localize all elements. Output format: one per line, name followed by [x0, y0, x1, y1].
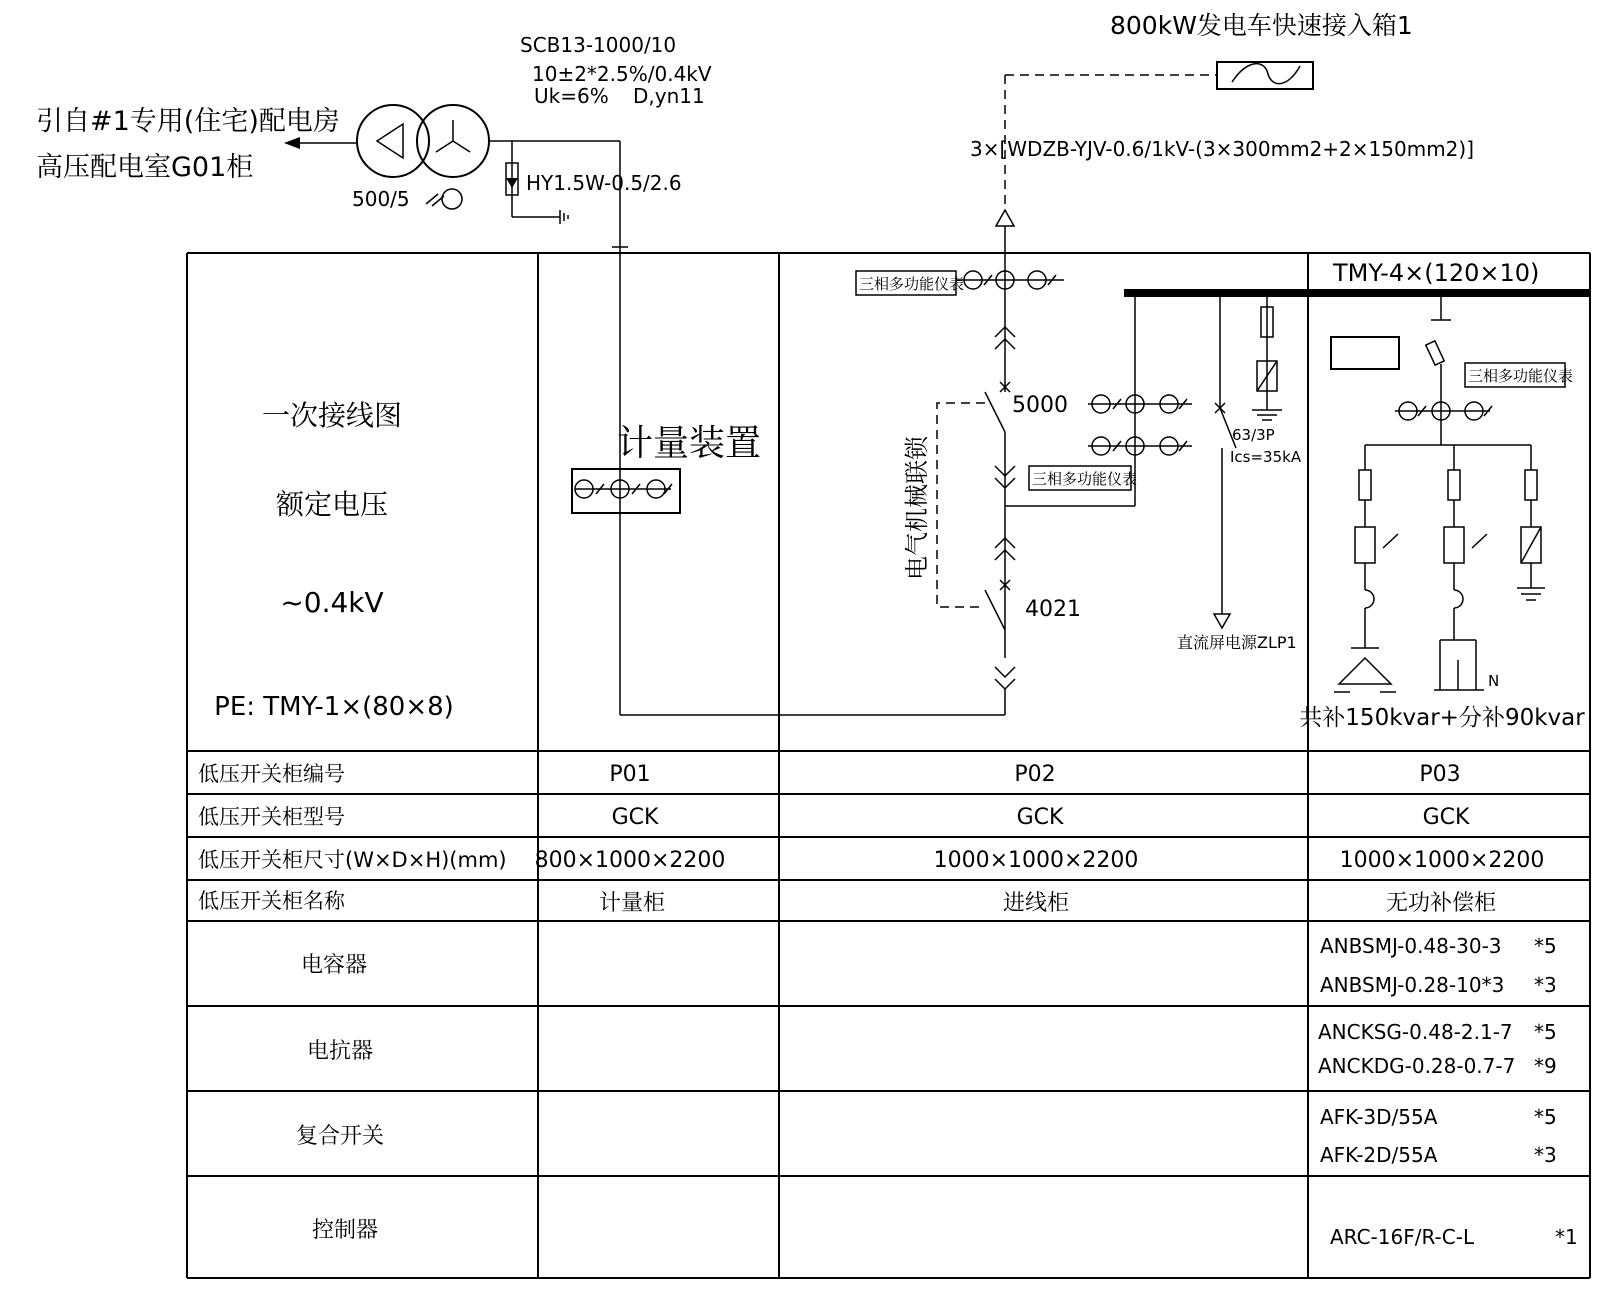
equipment-controller: 控制器 — [311, 1218, 379, 1243]
transformer-primary-icon — [357, 105, 429, 177]
p03-name: 无功补偿柜 — [1385, 891, 1497, 916]
equipment-reactor: 电抗器 — [306, 1039, 374, 1064]
meter-label-p02-mid: 三相多功能仪表 — [1032, 470, 1138, 488]
p01-name: 计量柜 — [598, 891, 666, 916]
busbar-label: TMY-4×(120×10) — [1333, 259, 1540, 287]
capacitor-icon — [1339, 658, 1391, 684]
p02-name: 进线柜 — [1002, 891, 1070, 916]
mcb-rating: 63/3P — [1232, 426, 1275, 444]
metering-box — [572, 469, 680, 513]
inductor-icon — [1365, 590, 1374, 608]
equipment-capacitor: 电容器 — [300, 953, 368, 978]
interlock-label: 电气机械联锁 — [903, 436, 931, 580]
pe-bar: PE: TMY-1×(80×8) — [214, 692, 454, 722]
p01-metering — [572, 423, 1005, 715]
rated-voltage: ~0.4kV — [280, 586, 384, 619]
generator-area — [970, 11, 1474, 253]
left-panel — [214, 399, 454, 722]
knife-switch-icon — [1426, 341, 1444, 365]
row-header-size: 低压开关柜尺寸(W×D×H)(mm) — [198, 848, 507, 872]
breaker1-label: 5000 — [1012, 393, 1068, 418]
connector-triangle-icon — [996, 210, 1014, 226]
p01-model: GCK — [611, 805, 659, 830]
p02-model: GCK — [1016, 805, 1064, 830]
meter-label-p02-top: 三相多功能仪表 — [859, 275, 965, 293]
p02-size: 1000×1000×2200 — [933, 848, 1139, 873]
row-header-name: 低压开关柜名称 — [198, 889, 345, 913]
p01-size: 800×1000×2200 — [534, 848, 726, 873]
controller-model: ARC-16F/R-C-L — [1330, 1225, 1475, 1249]
row-header-model: 低压开关柜型号 — [198, 805, 345, 829]
fuse-icon — [1525, 470, 1537, 500]
source-line2: 高压配电室G01柜 — [36, 152, 254, 183]
p02-id: P02 — [1014, 762, 1056, 787]
p01-id: P01 — [609, 762, 651, 787]
table-info-rows — [198, 762, 1544, 916]
dc-supply-label: 直流屏电源ZLP1 — [1177, 633, 1297, 652]
switch-model-1: AFK-3D/55A — [1320, 1105, 1438, 1129]
reactor-model-2: ANCKDG-0.28-0.7-7 — [1318, 1054, 1516, 1078]
transformer-vector: D,yn11 — [633, 84, 705, 108]
p03-id: P03 — [1419, 762, 1461, 787]
transformer-model: SCB13-1000/10 — [520, 33, 677, 57]
reactor-qty-1: *5 — [1534, 1020, 1557, 1044]
row-header-id: 低压开关柜编号 — [198, 762, 345, 786]
transformer-uk: Uk=6% — [534, 84, 609, 108]
breaker2-label: 4021 — [1025, 597, 1081, 622]
rated-voltage-label: 额定电压 — [275, 488, 389, 521]
reactor-model-1: ANCKSG-0.48-2.1-7 — [1318, 1020, 1513, 1044]
dc-arrow-icon — [1214, 614, 1230, 628]
ct-icon — [442, 189, 462, 209]
equipment-switch: 复合开关 — [295, 1124, 385, 1149]
ct-ratio: 500/5 — [352, 187, 410, 211]
meter-label-p03: 三相多功能仪表 — [1468, 367, 1574, 385]
cable-label: 3×[WDZB-YJV-0.6/1kV-(3×300mm2+2×150mm2)] — [970, 137, 1475, 161]
diagram-title: 一次接线图 — [261, 399, 403, 432]
capacitor-qty-1: *5 — [1534, 934, 1557, 958]
generator-box-label: 800kW发电车快速接入箱1 — [1110, 11, 1413, 40]
p03-size: 1000×1000×2200 — [1339, 848, 1545, 873]
capacitor-qty-2: *3 — [1534, 973, 1557, 997]
reactor-qty-2: *9 — [1534, 1054, 1557, 1078]
source-arrow-icon — [284, 137, 300, 149]
p02-incoming — [856, 253, 1302, 715]
inductor-icon — [1454, 590, 1463, 608]
reactor-icon — [1444, 527, 1464, 563]
transformer-ratio: 10±2*2.5%/0.4kV — [532, 62, 712, 86]
reactor-icon — [1355, 527, 1375, 563]
controller-box — [1331, 337, 1399, 369]
p03-compensation — [1299, 297, 1585, 731]
controller-qty: *1 — [1555, 1225, 1578, 1249]
fuse-icon — [1448, 470, 1460, 500]
neutral-label: N — [1488, 672, 1500, 690]
metering-device-label: 计量装置 — [617, 423, 762, 464]
switch-model-2: AFK-2D/55A — [1320, 1143, 1438, 1167]
generator-box-icon — [1217, 62, 1313, 89]
switch-qty-1: *5 — [1534, 1105, 1557, 1129]
compensation-label: 共补150kvar+分补90kvar — [1299, 705, 1585, 731]
capacitor-model-2: ANBSMJ-0.28-10*3 — [1320, 973, 1505, 997]
switch-qty-2: *3 — [1534, 1143, 1557, 1167]
mcb-ics: Ics=35kA — [1230, 448, 1302, 466]
source-line1: 引自#1专用(住宅)配电房 — [36, 106, 340, 137]
p03-model: GCK — [1422, 805, 1470, 830]
fuse-icon — [1359, 470, 1371, 500]
capacitor-model-1: ANBSMJ-0.48-30-3 — [1320, 934, 1502, 958]
arrester-label: HY1.5W-0.5/2.6 — [526, 171, 682, 195]
